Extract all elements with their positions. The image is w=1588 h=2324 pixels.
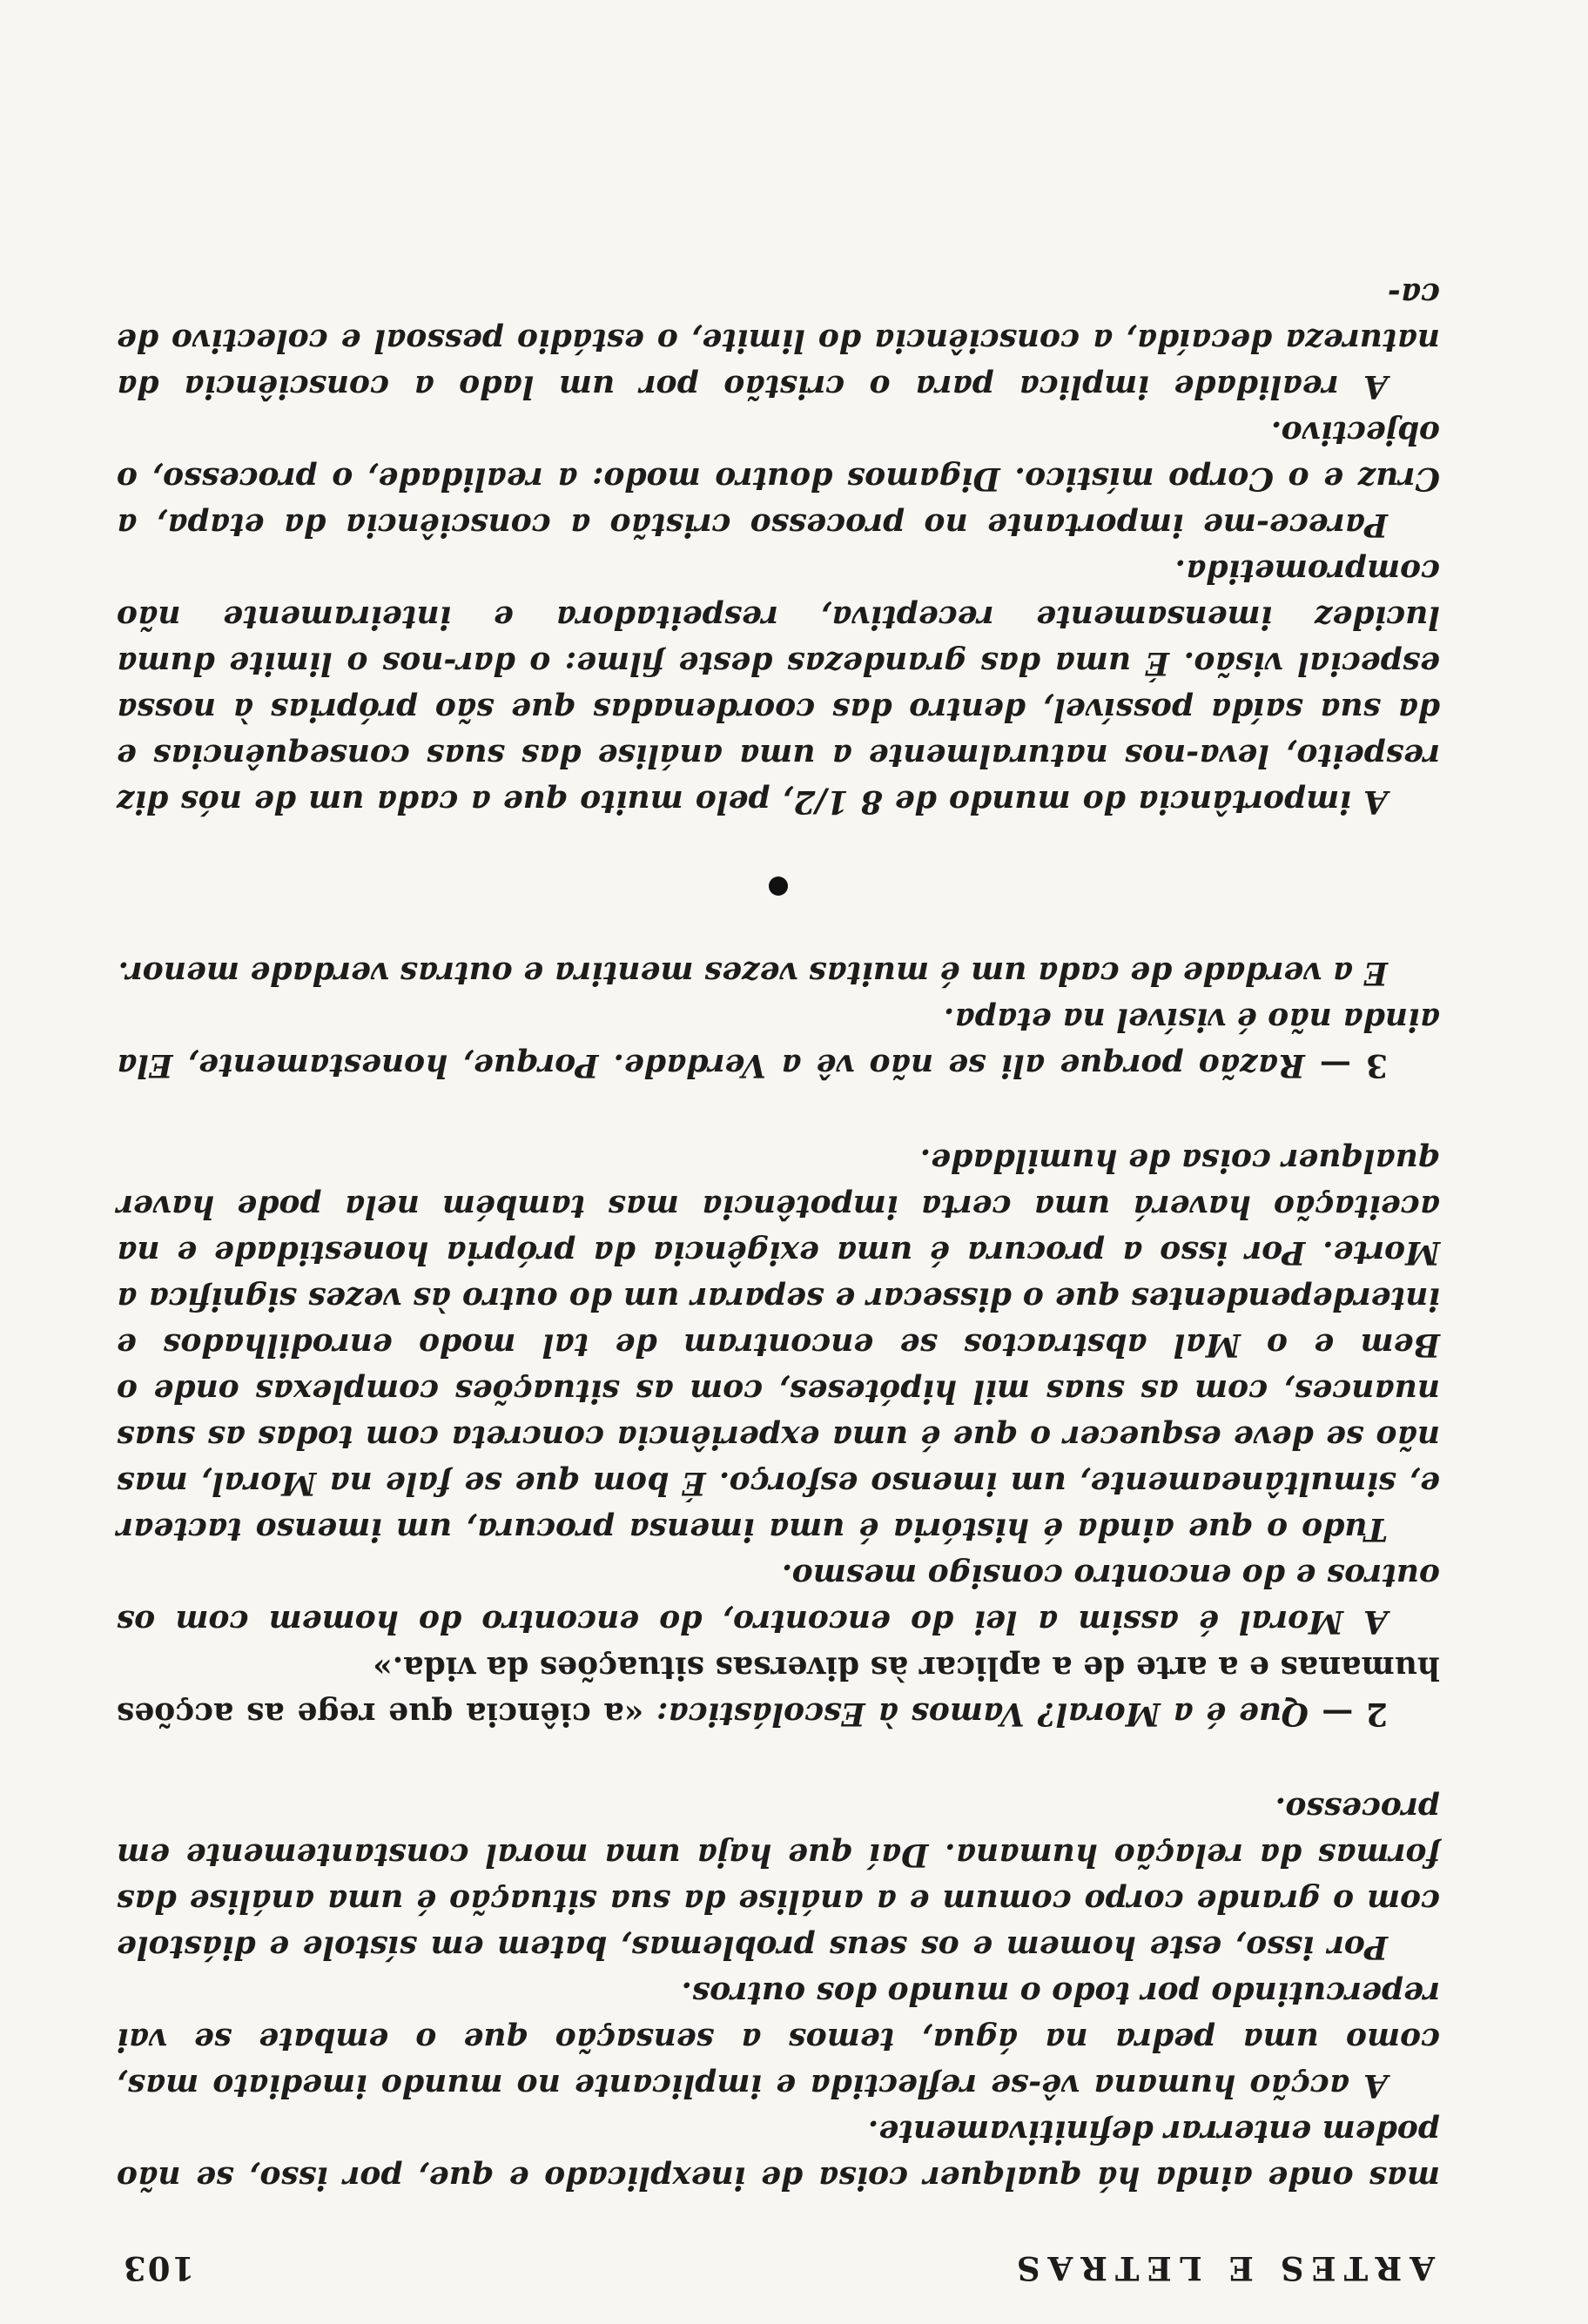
page-content	[117, 271, 1440, 2298]
running-head	[122, 2249, 1435, 2287]
section-3-number: 3 —	[1319, 1047, 1388, 1084]
bullet-separator	[769, 877, 788, 896]
paragraph: A acção humana vê-se reflectida e implicante no mundo imediato mas, como uma pedra na água, temos a sensação que o embate se vai repercutindo por todo o mundo dos outros.	[117, 1975, 1440, 2104]
paragraph: E a verdade de cada um é muitas vezes mentira e outras verdade menor.	[118, 955, 1388, 991]
section-3-heading: Razão porque ali se não vê a Verdade.	[613, 1047, 1305, 1084]
paragraph: mas onde ainda há qualquer coisa de inexplicado e que, por isso, se não podem enterrar definitivamente.	[117, 2113, 1440, 2196]
running-title: ARTES E LETRAS	[1008, 2249, 1435, 2287]
section-3-intro	[117, 996, 1440, 1088]
paragraph: A realidade implica para o cristão por um lado a consciência da natureza decaída, a consciência do limite, o estádio pessoal e colectivo de ca-	[117, 276, 1440, 405]
section-2-number: 2 —	[1322, 1696, 1388, 1732]
section-2-intro	[117, 1644, 1440, 1736]
paragraph: A importância do mundo de 8 1/2, pelo muito que a cada um de nós diz respeito, leva-nos naturalmente a uma análise das suas consequências e da sua saída possível, dentro das coordenadas que são próprias à nossa especial visão. É uma das grandezas deste filme: o dar-nos o limite duma lucidez imensamente receptiva, respeitadora e inteiramente não comprometida.	[117, 553, 1440, 820]
spacer	[117, 1088, 1440, 1137]
paragraph: Por isso, este homem e os seus problemas, batem em sístole e diástole com o grande corpo comum e a análise da sua situação é uma análise das formas da relação humana. Daí que haja uma moral constantemente em processo.	[117, 1790, 1440, 1965]
spacer	[117, 1736, 1440, 1785]
paragraph: Parece-me importante no processo cristão a consciência da etapa, a Cruz e o Corpo místico. Digamos doutro modo: a realidade, o processo, o objectivo.	[117, 414, 1440, 543]
page-number: 103	[122, 2249, 195, 2287]
section-2-heading: Que é a Moral? Vamos à Escolástica:	[656, 1696, 1309, 1732]
section-3-text: Porque, honestamente, Ela ainda não é visível na etapa.	[117, 1001, 1440, 1084]
section-2-quote: «a ciência que rege as acções humanas e a arte de a aplicar às diversas situações da vida.»	[117, 1649, 1440, 1732]
paragraph: A Moral é assim a lei do encontro, do encontro do homem com os outros e do encontro consigo mesmo.	[117, 1557, 1440, 1640]
paragraph: Tudo o que ainda é história é uma imensa procura, um imenso tactear e, simultâneamente, um imenso esforço. É bom que se fale na Moral, mas não se deve esquecer o que é uma experiência concreta com todas as suas nuances, com as suas mil hipóteses, com as situações complexas onde o Bem e o Mal abstractos se encontram de tal modo enrodilhados e interdependentes que o dissecar e separar um do outro às vezes significa a Morte. Por isso a procura é uma exigência da própria honestidade e na aceitação haverá uma certa impotência mas também nela pode haver qualquer coisa de humildade.	[117, 1142, 1440, 1548]
